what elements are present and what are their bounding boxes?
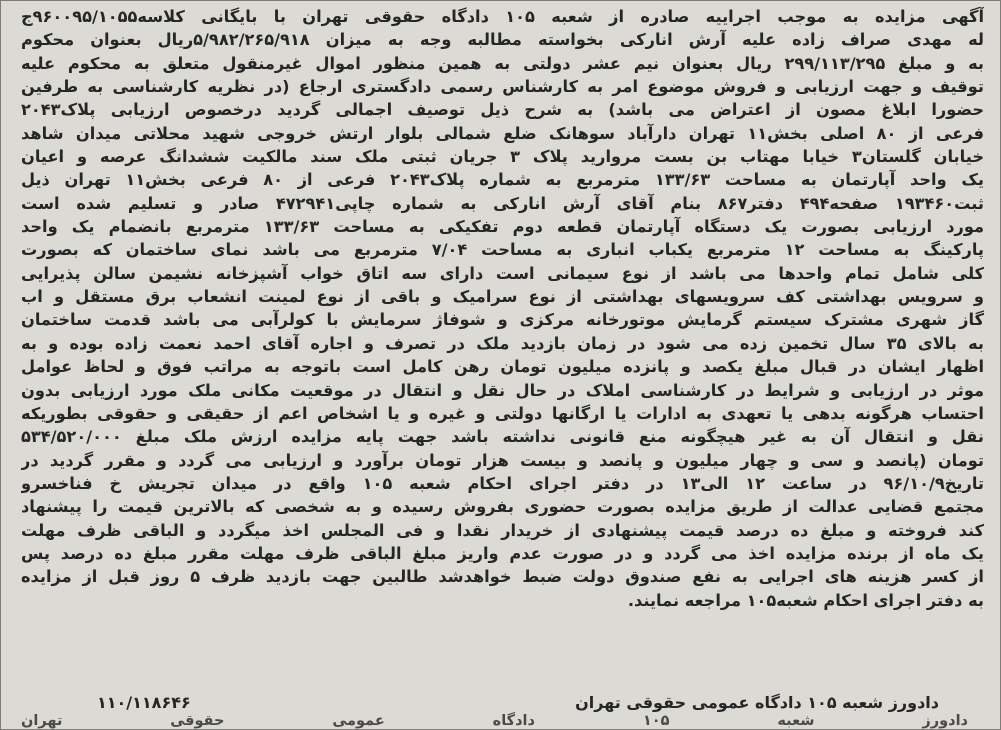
notice-line: پارکینگ به مساحت ۱۲ مترمربع یکباب انباری به مساحت ۷/۰۴ مترمربع می باشد نمای ساختمان که بصورت xyxy=(21,240,984,260)
notice-line: مجتمع قضایی عدالت از طریق مزایده بصورت حضوری بفروش رسیده و به شخصی که بالاترین قیمت را پیشنهاد xyxy=(21,497,984,517)
notice-footer xyxy=(19,695,984,711)
notice-line: و سرویس بهداشتی کف سرویسهای بهداشتی از نوع سرامیک و باقی از نوع لمینت انشعاب برق مستقل و اب xyxy=(21,287,984,307)
notice-line: به و مبلغ ۲۹۹/۱۱۳/۲۹۵ ریال بعنوان نیم عشر دولتی به همین منظور اموال غیرمنقول متعلق به محکوم علیه xyxy=(21,53,984,73)
notice-line: تومان (پانصد و سی و چهار میلیون و پانصد و بیست هزار تومان برآورد و ارزیابی می گردد و مقرر گردید در xyxy=(21,450,984,470)
notice-line: تاریخ۹۶/۱۰/۹ در ساعت ۱۲ الی۱۳ در دفتر اجرای احکام شعبه ۱۰۵ واقع در میدان تجریش خ فناخسرو xyxy=(21,473,984,493)
notice-line-last: به دفتر اجرای احکام شعبه۱۰۵ مراجعه نمایند. xyxy=(627,590,984,610)
notice-line: مورد ارزیابی بصورت یک دستگاه آپارتمان قطعه دوم تفکیکی به مساحت ۱۳۳/۶۳ مترمربع بانضمام یک واحد xyxy=(21,217,984,237)
notice-code: ۱۱۰/۱۱۸۶۴۶ xyxy=(97,693,191,712)
notice-line: گاز شهری مشترک سیستم گرمایش موتورخانه مرکزی و شوفاژ سرمایش با کولرآبی می باشد قدمت ساختمان xyxy=(21,310,984,330)
notice-line: توقیف و جهت ارزیابی و فروش موضوع امر به کارشناس رسمی دادگستری ارجاع (در نظریه کارشناسی به طرفین xyxy=(21,77,984,97)
notice-line: نقل و انتقال آن به غیر هیچگونه منع قانونی نداشته باشد جهت پایه مزایده ارزش ملک مبلغ ۵۳۴/۵۲۰/۰۰۰ xyxy=(21,427,984,447)
notice-line: موثر در ارزیابی و شرایط در کارشناسی املاک در حال نقل و انتقال در موقعیت مکانی ملک مورد ارزیابی بدون xyxy=(21,380,984,400)
notice-line: آگهی مزایده به موجب اجراییه صادره از شعبه ۱۰۵ دادگاه حقوقی تهران با بایگانی کلاسه۹۶۰۰۹۵/۱۰۵۵ج xyxy=(21,7,984,26)
notice-line: از کسر هزینه های اجرایی به نفع صندوق دولت ضبط خواهدشد طالبین جهت بازدید ظرف ۵ روز قبل از مزایده xyxy=(21,567,984,587)
notice-line: له مهدی صراف زاده علیه آرش اناركی بخواسته مطالبه وجه به میزان ۵/۹۸۲/۲۶۵/۹۱۸ریال بعنوان محکوم xyxy=(21,30,984,50)
notice-line: احتساب هرگونه بدهی یا تعهدی به ادارات یا ارگانها دولتی و غیره و یا اشخاص اعم از حقیقی و حقوقی بطوریکه xyxy=(21,403,984,423)
notice-line: یک ماه از برنده مزایده اخذ می گردد و در صورت عدم واریز مبلغ الباقی ظرف مهلت مقرر مبلغ ده درصد پس xyxy=(21,543,984,563)
notice-line: ثبت۱۹۳۴۶۰ صفحه۴۹۴ دفتر۸۶۷ بنام آقای آرش اناركی به شماره چاپی۴۷۲۹۴۱ صادر و تسلیم شده است xyxy=(21,193,984,213)
notice-line: یک واحد آپارتمان به مساحت ۱۳۳/۶۳ مترمربع به شماره پلاک۲۰۴۳ فرعی از ۸۰ فرعی بخش۱۱ تهران ذیل xyxy=(21,170,984,190)
notice-line: فرعی از ۸۰ اصلی بخش۱۱ تهران دارآباد سوهانک ضلع شمالی بلوار ارتش خروجی شهید محلاتی میدان شاهد xyxy=(21,123,984,143)
court-line: دادورز شعبه ۱۰۵ دادگاه عمومی حقوقی تهران xyxy=(21,713,968,729)
notice-line: به بالای ۳۵ سال تخمین زده می شود در زمان بازدید ملک در تصرف و اجاره آقای احمد نعمت زاده بوده و به xyxy=(21,333,984,353)
notice-line: حضورا ابلاغ مصون از اعتراض می باشد) به شرح ذیل توصیف اجمالی گردید درخصوص ارزیابی پلاک۲۰۴۳ xyxy=(21,100,984,120)
notice-line: کلی شامل تمام واحدها می باشد از نوع سیمانی است دارای سه اتاق خواب آشپزخانه نشیمن سالن پذیرایی xyxy=(21,263,984,283)
notice-line: کند فروخته و مبلغ ده درصد قیمت پیشنهادی از خریدار نقدا و فی المجلس اخذ میگردد و الباقی ظرف مهلت xyxy=(21,520,984,540)
signature: دادورز شعبه ۱۰۵ دادگاه عمومی حقوقی تهران xyxy=(575,693,939,712)
notice-line: خیابان گلستان۳ خیابا مهتاب بن بست مروارید پلاک ۳ جریان ثبتی ملک سند مالکیت ششدانگ عرصه و اعیان xyxy=(21,147,984,167)
notice-line: اظهار ایشان در قبال مبلغ یکصد و پانزده میلیون تومان رهن کامل است باتوجه به مراتب فوق و لحاظ عوامل xyxy=(21,357,984,377)
notice-body xyxy=(21,5,984,612)
